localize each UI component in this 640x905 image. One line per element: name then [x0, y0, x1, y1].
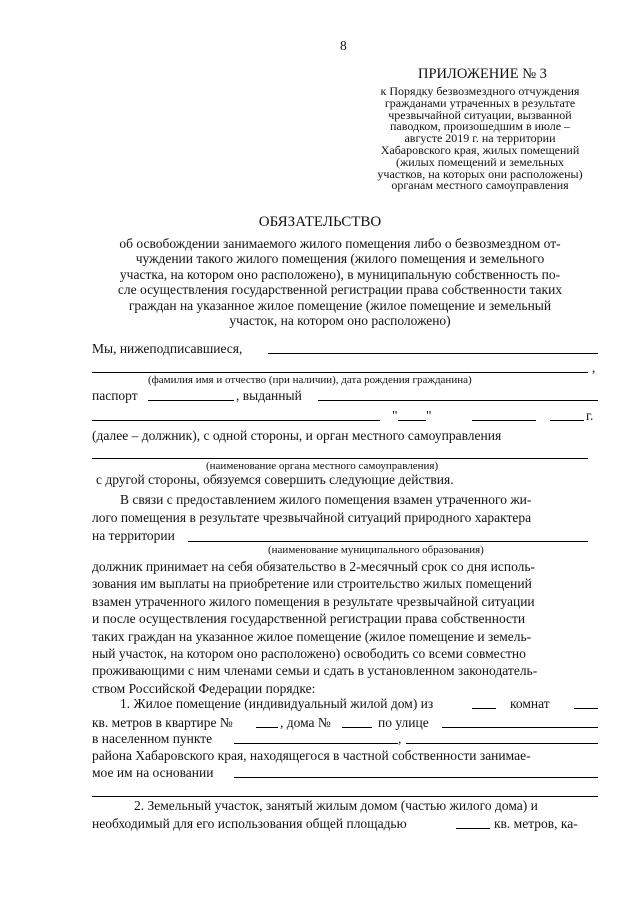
caption-municipality: (наименование муниципального образования) [268, 544, 484, 556]
annex-note-line: гражданами утраченных в результате [384, 95, 576, 110]
p2-line: взамен утраченного жилого помещения в результате чрезвычайной ситуации [92, 593, 535, 609]
annex-note-line: участков, на которых они расположены) [377, 166, 583, 181]
item2-text-b: необходимый для его использования общей площадью [92, 816, 407, 831]
p2-line: должник принимает на себя обязательство в 2-месячный срок со дня исполь- [92, 559, 536, 574]
annex-note-line: чрезвычайной ситуации, вызванной [388, 107, 572, 122]
land-area-field[interactable] [456, 828, 490, 829]
rooms-area-field[interactable] [574, 708, 598, 709]
basis-field-2[interactable] [92, 796, 598, 797]
item2-text-c: кв. метров, ка- [494, 816, 578, 831]
house-number-field[interactable] [342, 727, 372, 728]
annex-note-line: органам местного самоуправления [391, 178, 569, 193]
p2-line: проживающими с ним членами семьи и сдать в установленном законодатель- [92, 663, 538, 679]
comma: , [592, 360, 596, 375]
p2-line: и после осуществления государственной регистрации права собственности [92, 611, 526, 627]
issued-by-field[interactable] [318, 400, 598, 401]
day-field[interactable] [398, 420, 426, 421]
municipality-field[interactable] [188, 541, 588, 542]
subtitle-line: чуждении такого жилого помещения (жилого помещения и земельного [135, 251, 545, 267]
year-suffix: г. [586, 408, 594, 423]
annex-note [358, 86, 602, 192]
item1-text-d: , дома № [280, 715, 331, 730]
issued-by-field-2[interactable] [92, 420, 380, 421]
document-subtitle [90, 236, 590, 328]
settlement-field-2[interactable] [406, 743, 598, 744]
month-field[interactable] [472, 420, 536, 421]
paragraph-2 [92, 558, 537, 697]
annex-title: ПРИЛОЖЕНИЕ № 3 [418, 66, 547, 82]
p2-line: ством Российской Федерации порядке: [92, 680, 316, 696]
org-field[interactable] [92, 458, 588, 459]
subtitle-line: граждан на указанное жилое помещение (жилое помещение и земельный [128, 297, 552, 313]
caption-fio: (фамилия имя и отчество (при наличии), дата рождения гражданина) [148, 374, 472, 386]
subtitle-line: участок, на котором оно расположено) [229, 313, 451, 329]
annex-note-line: (жилых помещений и земельных [395, 154, 565, 169]
passport-label: паспорт [92, 388, 138, 403]
settlement-field[interactable] [234, 743, 398, 744]
page-number: 8 [340, 38, 347, 53]
names-field[interactable] [268, 353, 598, 354]
item1-text-c: кв. метров в квартире № [92, 715, 233, 730]
issued-label: , выданный [236, 388, 302, 403]
apartment-number-field[interactable] [256, 727, 278, 728]
caption-org: (наименование органа местного самоуправления) [206, 460, 439, 472]
p1-line: лого помещения в результате чрезвычайной ситуаций природного характера [92, 510, 532, 525]
document-title: ОБЯЗАТЕЛЬСТВО [258, 214, 382, 230]
p1-line: В связи с предоставлением жилого помещения взамен утраченного жи- [120, 492, 532, 507]
item1-text-i: мое им на основании [92, 765, 214, 780]
annex-note-line: августе 2019 г. на территории [404, 131, 556, 146]
rooms-count-field[interactable] [472, 708, 496, 709]
basis-field[interactable] [234, 777, 598, 778]
subtitle-line: об освобождении занимаемого жилого помещения либо о безвозмездном от- [119, 236, 561, 251]
passport-number-field[interactable] [148, 400, 234, 401]
street-field[interactable] [442, 727, 598, 728]
quote-close: " [426, 408, 432, 423]
annex-note-line: паводком, произошедшим в июле – [389, 119, 571, 134]
subtitle-line: участка, на котором оно расположено), в муниципальную собственность по- [119, 266, 561, 282]
item1-text-b: комнат [510, 696, 550, 711]
item1-text-g: , [398, 731, 402, 746]
quote-open: " [392, 408, 398, 423]
year-field[interactable] [550, 420, 584, 421]
p1-line: на территории [92, 528, 175, 543]
debtor-line: (далее – должник), с одной стороны, и орган местного самоуправления [92, 428, 502, 443]
names-field-2[interactable] [92, 372, 588, 373]
item1-text-a: 1. Жилое помещение (индивидуальный жилой дом) из [120, 696, 434, 711]
annex-note-line: к Порядку безвозмездного отчуждения [380, 84, 580, 98]
other-side-line: с другой стороны, обязуемся совершить следующие действия. [96, 472, 454, 487]
item2-text-a: 2. Земельный участок, занятый жилым домом (частью жилого дома) и [134, 798, 538, 813]
paragraph-1 [92, 492, 531, 544]
item1-text-h: района Хабаровского края, находящегося в частной собственности занимае- [92, 748, 531, 763]
subtitle-line: сле осуществления государственной регистрации права собственности таких [117, 282, 563, 298]
annex-note-line: Хабаровского края, жилых помещений [380, 142, 580, 157]
item1-text-e: по улице [378, 715, 429, 730]
p2-line: таких граждан на указанное жилое помещение (жилое помещение и земель- [92, 628, 532, 644]
item1-text-f: в населенном пункте [92, 731, 213, 746]
p2-line: зования им выплаты на приобретение или строительство жилых помещений [92, 576, 532, 592]
we-signed-label: Мы, нижеподписавшиеся, [92, 341, 243, 356]
p2-line: ный участок, на котором оно расположено) освободить со всеми совместно [92, 646, 526, 662]
